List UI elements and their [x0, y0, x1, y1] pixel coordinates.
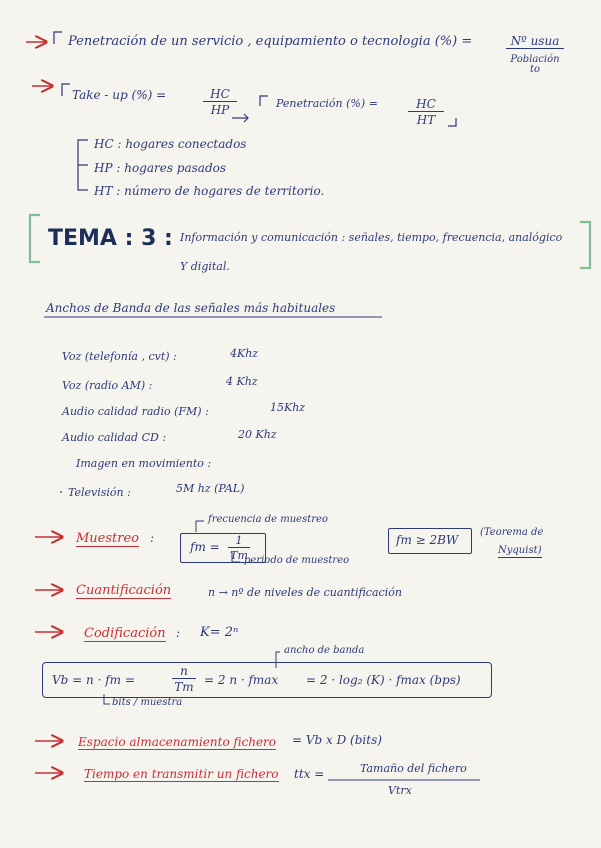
tema-desc-line2: Y digital.: [180, 260, 230, 273]
anchos-item-label: Voz (telefonía , cvt) :: [62, 350, 177, 363]
imagen-label: Imagen en movimiento :: [76, 457, 212, 470]
cuantificacion-text: n → nº de niveles de cuantificación: [208, 586, 402, 599]
television-value: 5M hz (PAL): [176, 482, 245, 495]
tiempo-var: ttx =: [294, 767, 325, 781]
penet2-num: HC: [408, 98, 444, 112]
muestreo-frac-den: Tm: [230, 549, 248, 562]
tema-desc-line1: Información y comunicación : señales, tiempo, frecuencia, analógico: [180, 231, 563, 244]
tiempo-num: Tamaño del fichero: [360, 762, 467, 775]
penet2-den: HT: [416, 113, 436, 127]
cuantificacion-label: Cuantificación: [76, 583, 172, 598]
vb-frac-den: Tm: [174, 680, 194, 694]
television-label: Televisión :: [68, 486, 131, 499]
vb-lhs: Vb = n · fm =: [52, 673, 135, 687]
vb-note-top: ancho de banda: [284, 645, 365, 656]
muestreo-colon: :: [150, 531, 155, 545]
muestreo-note-top: frecuencia de muestreo: [208, 514, 328, 525]
vb-fraction: [172, 665, 196, 693]
vb-rhs: = 2 · log₂ (K) · fmax (bps): [306, 673, 461, 687]
muestreo-freq-pointer: [196, 521, 204, 532]
anchos-item-value: 4 Khz: [226, 375, 258, 388]
penetracion-den: Población to: [510, 54, 560, 75]
anchos-item-value: 4Khz: [230, 347, 259, 360]
tema-bracket-left: [30, 215, 40, 262]
anchos-item-value: 20 Khz: [238, 428, 277, 441]
vb-mid: = 2 n · fmax: [204, 673, 279, 687]
takeup-label: Take - up (%) =: [72, 88, 167, 102]
codificacion-formula: K= 2ⁿ: [200, 625, 239, 640]
espacio-formula: = Vb x D (bits): [292, 733, 382, 747]
penet2-fraction: [408, 98, 444, 126]
nyquist-note-2: Nyquist): [498, 545, 542, 556]
muestreo-frac-num: 1: [228, 535, 250, 548]
corner-mark-penet2: [260, 96, 268, 106]
tema-heading: TEMA : 3 :: [48, 226, 173, 251]
vb-frac-num: n: [172, 665, 196, 679]
takeup-fraction: [203, 88, 237, 116]
codificacion-label: Codificación: [84, 626, 166, 641]
codificacion-colon: :: [176, 626, 181, 640]
corner-mark-penetracion: [54, 32, 62, 44]
penetracion-fraction: [506, 35, 564, 75]
muestreo-label: Muestreo: [76, 531, 140, 546]
muestreo-formula-lhs: fm =: [190, 540, 220, 554]
vb-note-bottom: bits / muestra: [112, 697, 183, 708]
penet2-label: Penetración (%) =: [276, 97, 378, 110]
penet2-bracket: [448, 118, 456, 126]
definition-hp: HP : hogares pasados: [94, 161, 227, 175]
penetracion-label: Penetración de un servicio , equipamiento o tecnologia (%) =: [68, 34, 473, 49]
definition-hc: HC : hogares conectados: [94, 137, 247, 151]
nyquist-formula: fm ≥ 2BW: [396, 533, 459, 547]
tiempo-label: Tiempo en transmitir un fichero: [84, 767, 279, 781]
anchos-title: Anchos de Banda de las señales más habituales: [46, 301, 336, 315]
takeup-num: HC: [203, 88, 237, 102]
penetracion-num: Nº usua: [506, 35, 564, 49]
definition-ht: HT : número de hogares de territorio.: [94, 184, 325, 198]
espacio-label: Espacio almacenamiento fichero: [78, 735, 277, 749]
tema-bracket-right: [580, 222, 590, 268]
corner-mark-takeup: [62, 84, 70, 96]
anchos-item-label: Voz (radio AM) :: [62, 379, 153, 392]
tiempo-den: Vtrx: [388, 784, 412, 797]
takeup-den: HP: [210, 103, 230, 117]
anchos-item-value: 15Khz: [270, 401, 306, 414]
muestreo-note-bottom: periodo de muestreo: [244, 555, 350, 566]
definitions-brace: [78, 140, 88, 190]
anchos-item-label: Audio calidad radio (FM) :: [62, 405, 209, 418]
anchos-item-label: Audio calidad CD :: [62, 431, 167, 444]
nyquist-note-1: (Teorema de: [480, 527, 544, 538]
